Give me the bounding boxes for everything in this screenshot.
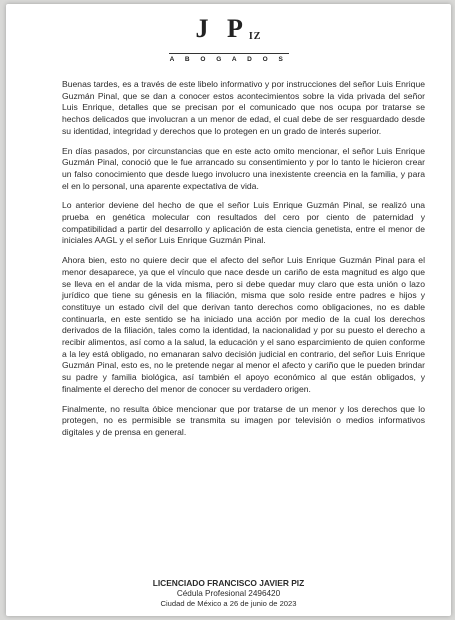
paragraph-1: Buenas tardes, es a través de este libelo informativo y por instrucciones del señor Luis Enrique Guzmán Pinal, que se dan a conocer estos acontecimientos sobre la vida privada del señor Luis Enrique, detalles que se precisan por el comunicado que nos ocupa por tratarse se hechos delicados que involucran a un menor de edad, el cual debe de ser resguardado desde su identidad, integridad y derechos que lo protegen en un grado de interés superior. (62, 79, 425, 136)
place-and-date: Ciudad de México a 26 de junio de 2023 (160, 599, 297, 608)
paragraph-2: En días pasados, por circunstancias que en este acto omito mencionar, el señor Luis Enrique Guzmán Pinal, conoció que le fue arrancado su consentimiento y por lo tanto le hicieron crear un falso conocimiento que desde luego involucro una inexistente creencia en la familia, y para el en lo personal, una aparente expectativa de vida. (62, 145, 425, 191)
law-firm-logo (6, 14, 451, 64)
logo-letters-sub: IZ (248, 31, 262, 42)
paragraph-3: Lo anterior deviene del hecho de que el señor Luis Enrique Guzmán Pinal, se realizó una prueba en genética molecular con resultados del cero por ciento de paternidad y compatibilidad a partir del desarrollo y aplicación de esta ciencia genetista, entre el menor de iniciales AAGL y el señor Luis Enrique Guzmán Pinal. (62, 200, 425, 246)
professional-id: Cédula Profesional 2496420 (176, 589, 281, 598)
logo-subtitle: A B O G A D O S (169, 56, 288, 63)
signatory-name: LICENCIADO FRANCISCO JAVIER PIZ (152, 578, 305, 588)
signature-block (6, 578, 451, 609)
logo-mark (6, 14, 451, 52)
paragraph-5: Finalmente, no resulta óbice mencionar que por tratarse de un menor y los derechos que lo protegen, no es permisible se transmita su imagen por televisión o medios informativos digitales y de prensa en general. (62, 403, 425, 437)
document-page (6, 4, 451, 616)
letter-body (62, 79, 425, 447)
paragraph-4: Ahora bien, esto no quiere decir que el afecto del señor Luis Enrique Guzmán Pinal para el menor desaparece, ya que el vínculo que nace desde un cariño de esta magnitud es algo que se lleva en el andar de la vida misma, pero si debe quedar muy claro que esta unión o lazo jurídico que tiene su génesis en la filiación, misma que solo reside entre padres e hijos y constituye un estado civil del que derivan tanto derechos como obligaciones, no es dable continuarla, en este sentido se ha iniciado una acción por medio de la cual los derechos derivados de la filiación, tales como la identidad, la nacionalidad y por su puesto el derecho a recibir alimentos, así como a la salud, la educación y el sano esparcimiento de quien conforme a la ley está obligado, no emanaran salvo decisión judicial en contrario, del señor Luis Enrique Guzmán Pinal, esto es, no le pretende negar al menor el afecto y cariño que le pueden brindar su padre y familia biológica, así también el apoyo económico al que están obligados, y finalmente el derecho del menor de conocer su verdadero origen. (62, 255, 425, 394)
logo-divider (169, 53, 289, 54)
logo-letters: J P (195, 14, 249, 43)
